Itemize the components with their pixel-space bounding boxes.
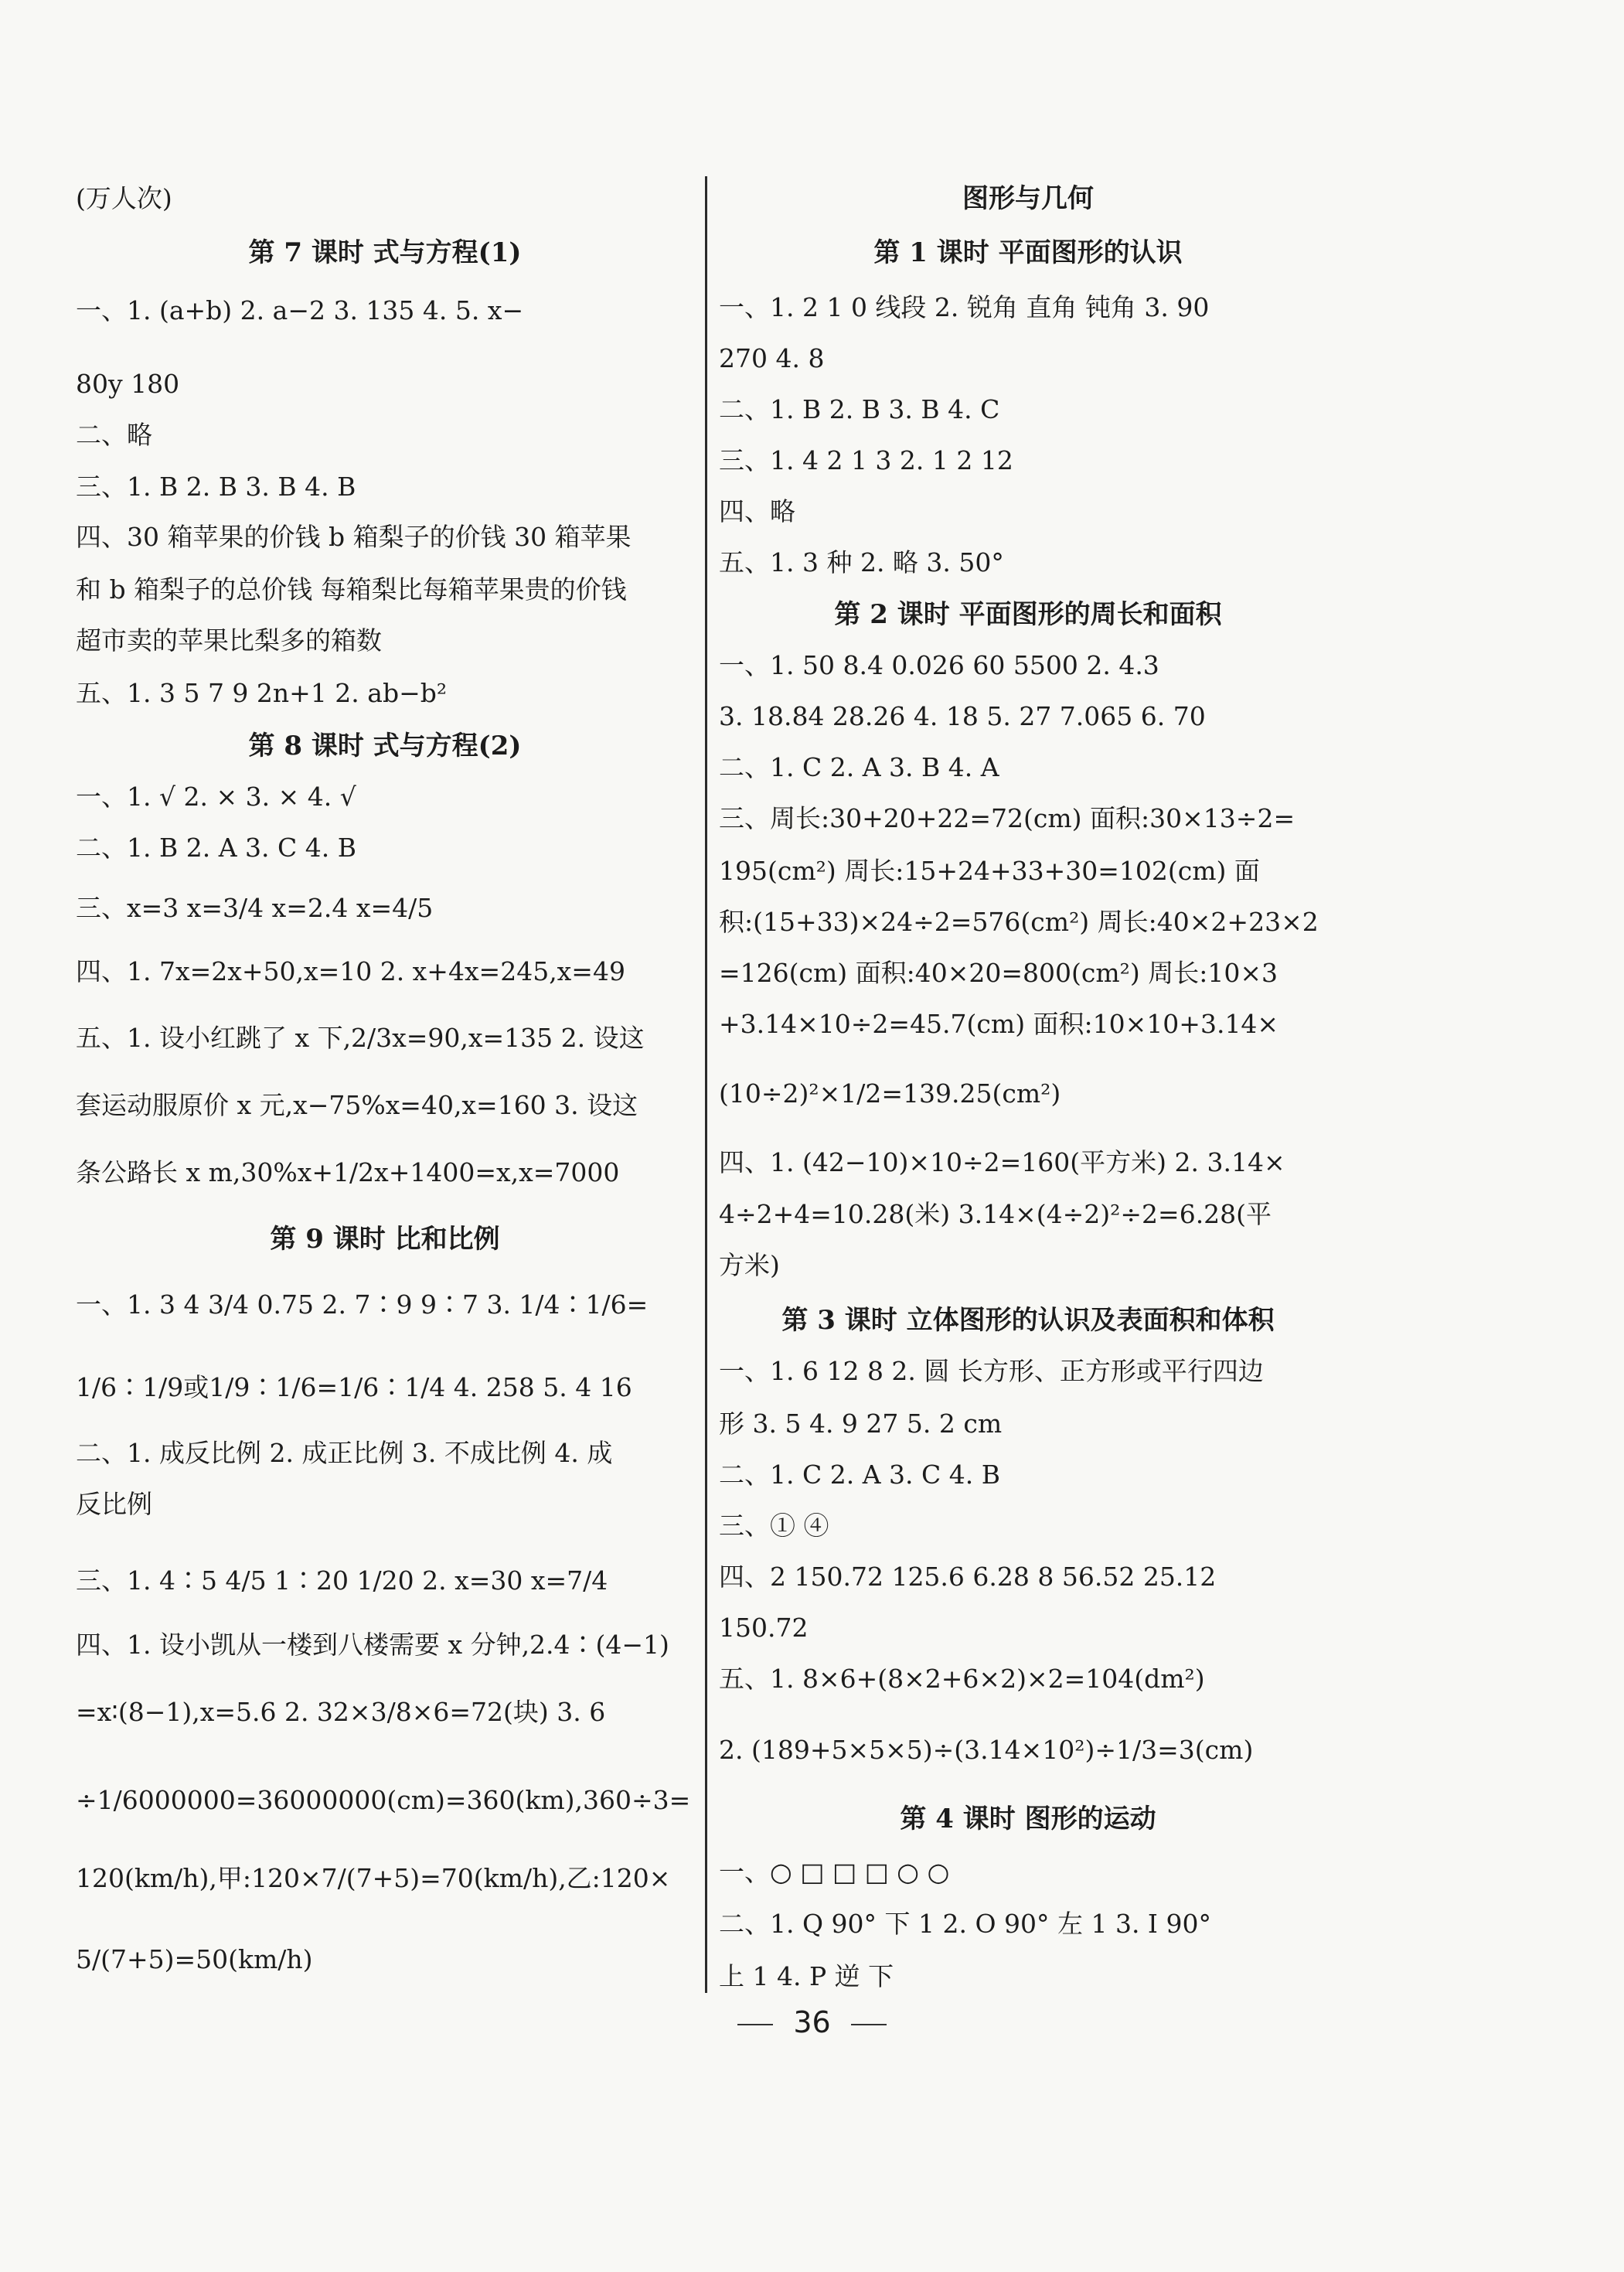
answer-line: 三、1. B 2. B 3. B 4. B [76,472,356,502]
answer-line: 一、1. 6 12 8 2. 圆 长方形、正方形或平行四边 [719,1356,1264,1386]
answer-line: +3.14×10÷2=45.7(cm) 面积:10×10+3.14× [719,1009,1279,1039]
section-heading: 第 9 课时 比和比例 [270,1224,500,1255]
answer-line: =126(cm) 面积:40×20=800(cm²) 周长:10×3 [719,958,1278,988]
answer-line: 150.72 [719,1613,809,1643]
answer-line: 三、① ④ [719,1511,829,1541]
answer-line: 四、1. 设小凯从一楼到八楼需要 x 分钟,2.4∶(4−1) [76,1630,669,1660]
answer-line: 二、1. 成反比例 2. 成正比例 3. 不成比例 4. 成 [76,1438,613,1468]
answer-line: 五、1. 设小红跳了 x 下,2/3x=90,x=135 2. 设这 [76,1023,645,1053]
section-heading: 第 2 课时 平面图形的周长和面积 [834,599,1222,630]
answer-line: 3. 18.84 28.26 4. 18 5. 27 7.065 6. 70 [719,701,1206,731]
answer-line: 反比例 [76,1489,152,1519]
answer-line: 一、1. (a+b) 2. a−2 3. 135 4. 5. x− [76,295,524,325]
answer-line: 方米) [719,1250,780,1280]
answer-line: 条公路长 x m,30%x+1/2x+1400=x,x=7000 [76,1157,620,1187]
answer-line: (万人次) [76,183,172,213]
answer-line: =x∶(8−1),x=5.6 2. 32×3/8×6=72(块) 3. 6 [76,1697,606,1727]
answer-line: 二、1. C 2. A 3. B 4. A [719,752,999,782]
answer-line: 形 3. 5 4. 9 27 5. 2 cm [719,1409,1003,1439]
answer-line: 二、1. B 2. A 3. C 4. B [76,833,356,863]
answer-line: 四、1. (42−10)×10÷2=160(平方米) 2. 3.14× [719,1147,1285,1177]
section-heading: 第 3 课时 立体图形的认识及表面积和体积 [781,1305,1275,1336]
answer-line: 二、1. C 2. A 3. C 4. B [719,1460,1000,1490]
column-divider [705,176,707,1993]
answer-line: 一、1. 3 4 3/4 0.75 2. 7∶9 9∶7 3. 1/4∶1/6= [76,1289,649,1320]
answer-line: 三、1. 4 2 1 3 2. 1 2 12 [719,445,1013,475]
answer-line: 三、1. 4∶5 4/5 1∶20 1/20 2. x=30 x=7/4 [76,1565,608,1596]
answer-line: 三、周长:30+20+22=72(cm) 面积:30×13÷2= [719,803,1295,833]
answer-line: 1/6∶1/9或1/9∶1/6=1/6∶1/4 4. 258 5. 4 16 [76,1372,632,1402]
section-heading: 第 1 课时 平面图形的认识 [873,237,1183,268]
page-number [0,2005,1624,2039]
answer-line: 五、1. 3 种 2. 略 3. 50° [719,547,1004,577]
answer-line: 套运动服原价 x 元,x−75%x=40,x=160 3. 设这 [76,1090,638,1120]
answer-line: 四、2 150.72 125.6 6.28 8 56.52 25.12 [719,1562,1217,1592]
answer-line: 五、1. 3 5 7 9 2n+1 2. ab−b² [76,678,448,708]
section-heading: 第 7 课时 式与方程(1) [248,237,522,268]
answer-line: 80y 180 [76,369,180,399]
answer-line: 120(km/h),甲:120×7/(7+5)=70(km/h),乙:120× [76,1863,671,1893]
answer-line: 三、x=3 x=3/4 x=2.4 x=4/5 [76,893,434,923]
answer-line: 一、1. √ 2. × 3. × 4. √ [76,782,356,812]
answer-line: (10÷2)²×1/2=139.25(cm²) [719,1078,1061,1109]
answer-line: 二、1. B 2. B 3. B 4. C [719,394,1000,424]
answer-line: 2. (189+5×5×5)÷(3.14×10²)÷1/3=3(cm) [719,1735,1254,1765]
answer-line: 积:(15+33)×24÷2=576(cm²) 周长:40×2+23×2 [719,907,1319,937]
answer-line: 四、30 箱苹果的价钱 b 箱梨子的价钱 30 箱苹果 [76,522,632,552]
answer-line: 超市卖的苹果比梨多的箱数 [76,625,382,656]
section-heading: 第 8 课时 式与方程(2) [248,731,522,761]
answer-line: 一、1. 2 1 0 线段 2. 锐角 直角 钝角 3. 90 [719,292,1210,322]
section-heading: 第 4 课时 图形的运动 [900,1804,1156,1834]
answer-line: 二、1. Q 90° 下 1 2. O 90° 左 1 3. I 90° [719,1909,1211,1939]
page-number-text: 36 [793,2005,831,2039]
answer-line: 四、略 [719,496,795,526]
answer-line: ÷1/6000000=36000000(cm)=360(km),360÷3= [76,1785,691,1815]
answer-line: 四、1. 7x=2x+50,x=10 2. x+4x=245,x=49 [76,956,625,986]
answer-line: 270 4. 8 [719,343,825,373]
answer-line: 一、○ □ □ □ ○ ○ [719,1857,950,1887]
answer-line: 和 b 箱梨子的总价钱 每箱梨比每箱苹果贵的价钱 [76,574,627,605]
answer-line: 195(cm²) 周长:15+24+33+30=102(cm) 面 [719,856,1260,886]
answer-line: 一、1. 50 8.4 0.026 60 5500 2. 4.3 [719,650,1159,680]
answer-line: 4÷2+4=10.28(米) 3.14×(4÷2)²÷2=6.28(平 [719,1199,1272,1229]
answer-line: 二、略 [76,420,152,450]
answer-line: 五、1. 8×6+(8×2+6×2)×2=104(dm²) [719,1664,1205,1694]
section-heading: 图形与几何 [962,183,1094,214]
answer-line: 5/(7+5)=50(km/h) [76,1944,313,1974]
answer-line: 上 1 4. P 逆 下 [719,1961,894,1991]
